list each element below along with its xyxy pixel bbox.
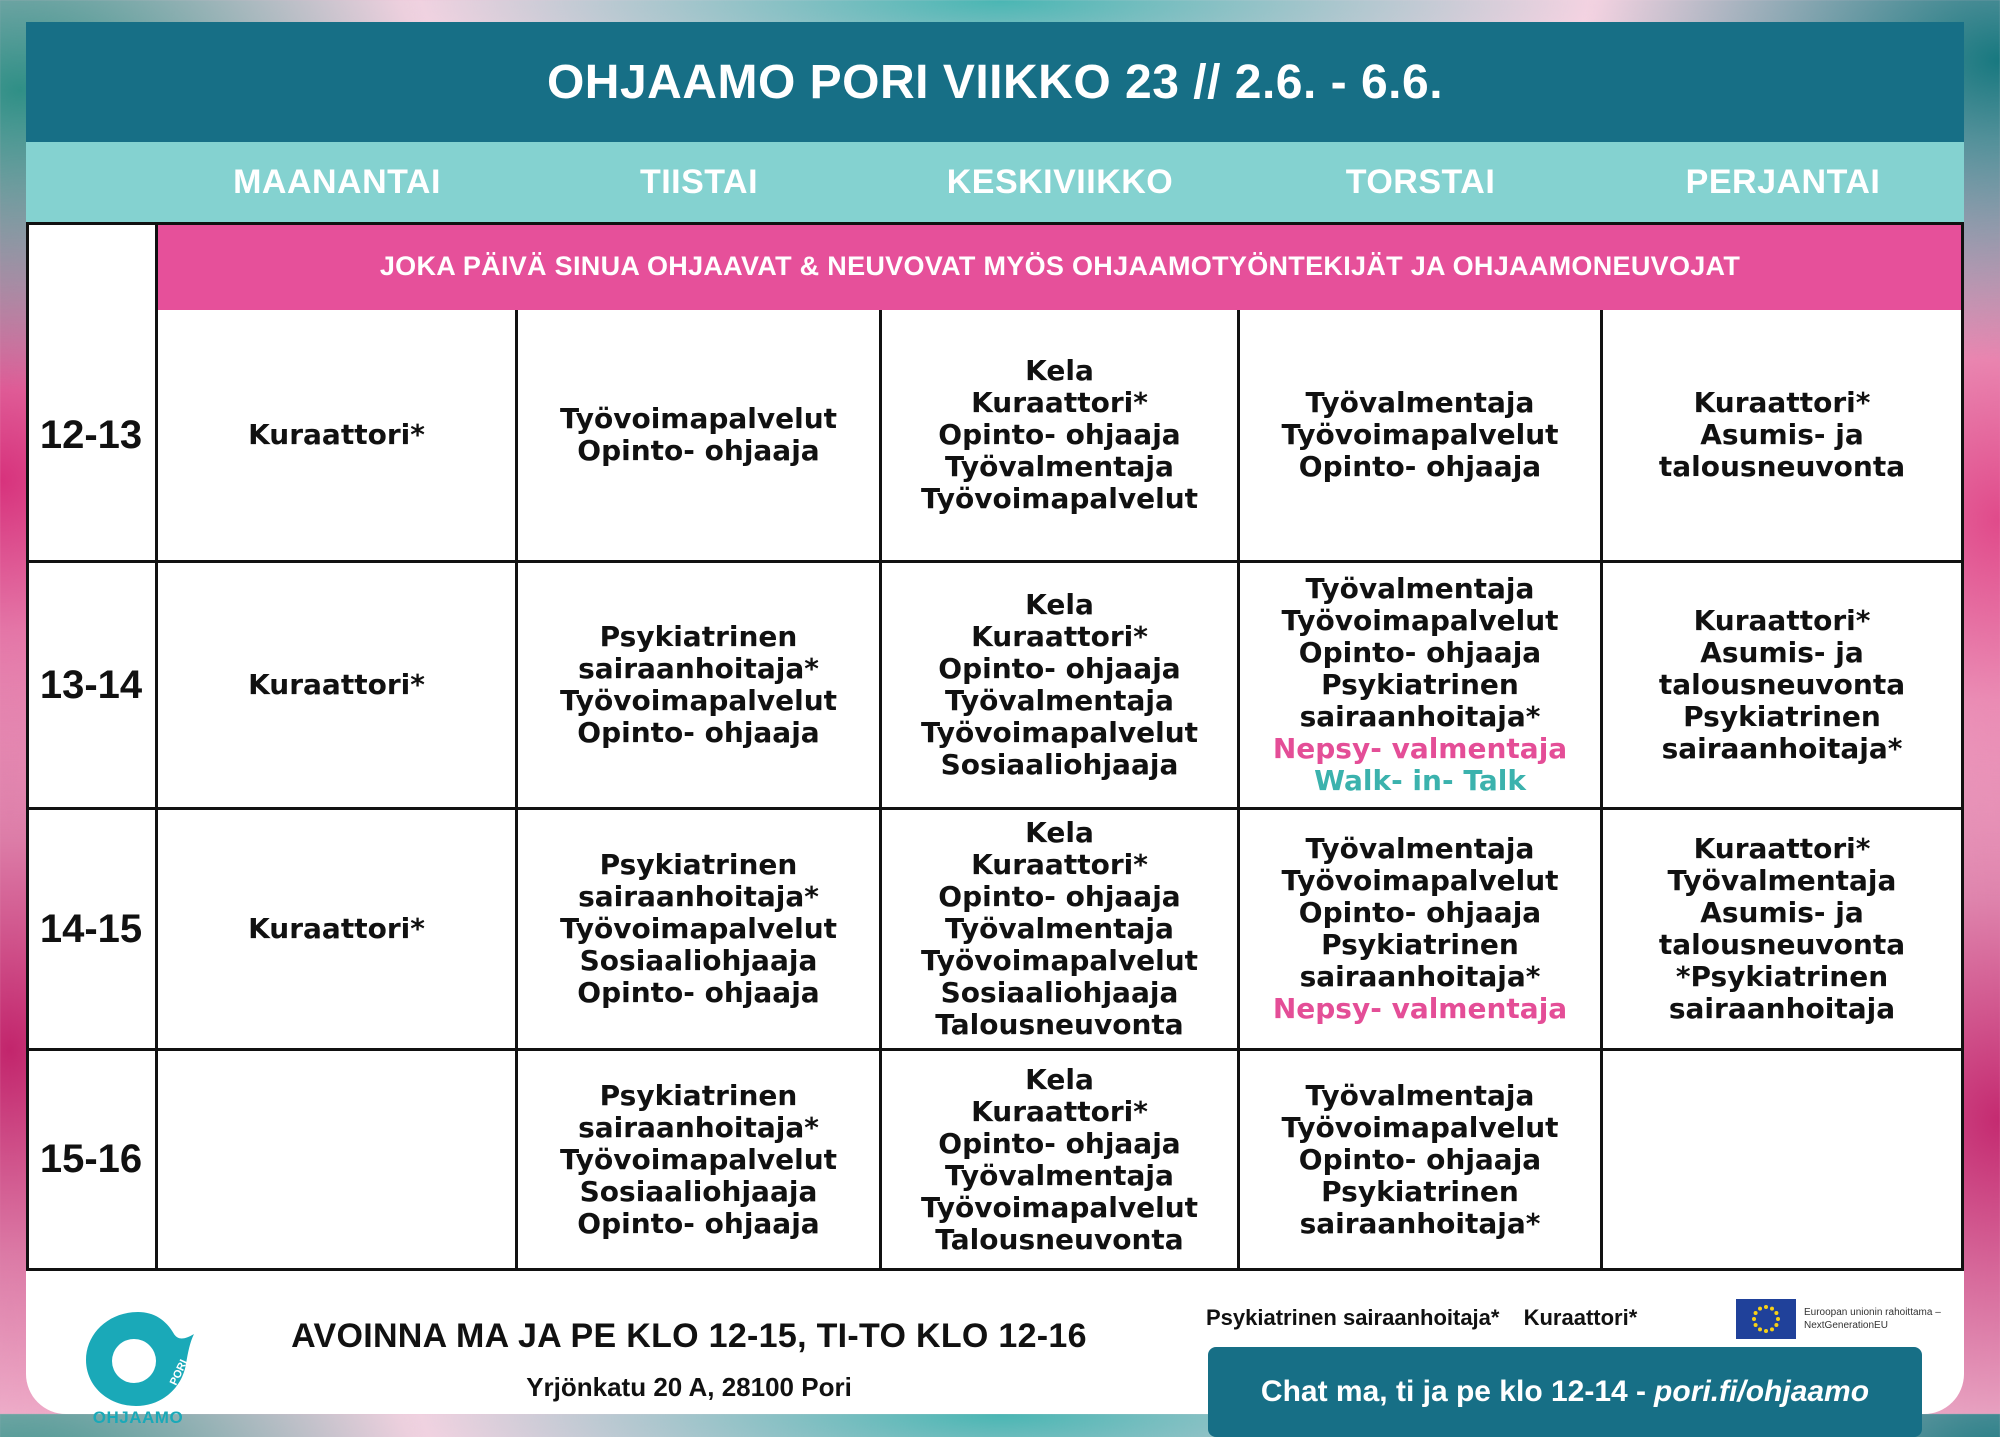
service-entry: Talousneuvonta <box>935 1222 1184 1256</box>
service-entry: Asumis- ja <box>1700 896 1864 929</box>
eu-flag-icon <box>1736 1299 1796 1339</box>
cell-friday-12-13 <box>1603 310 1961 560</box>
cell-monday-12-13 <box>158 310 515 560</box>
cell-tuesday-12-13 <box>518 310 879 560</box>
service-entry: Kuraattori* <box>971 386 1148 419</box>
service-entry: Psykiatrinen <box>1321 928 1519 961</box>
cell-monday-15-16 <box>158 1051 515 1268</box>
service-entry: Nepsy- valmentaja <box>1272 732 1568 765</box>
eu-text-2: NextGenerationEU <box>1804 1320 1888 1331</box>
service-entry: Opinto- ohjaaja <box>577 434 820 467</box>
service-entry: Kuraattori* <box>248 418 425 451</box>
service-entry: Walk- in- Talk <box>1314 764 1526 797</box>
day-friday: PERJANTAI <box>1685 162 1881 201</box>
service-entry: Työvoimapalvelut <box>1281 1110 1559 1144</box>
cell-friday-15-16 <box>1603 1051 1961 1268</box>
cell-monday-14-15 <box>158 810 515 1048</box>
chat-button[interactable] <box>1208 1347 1922 1437</box>
service-entry: Työvalmentaja <box>945 684 1174 717</box>
cell-tuesday-15-16 <box>518 1051 879 1268</box>
service-entry: Työvoimapalvelut <box>920 944 1199 977</box>
chat-link[interactable]: pori.fi/ohjaamo <box>1654 1375 1870 1408</box>
cell-thursday-14-15 <box>1240 810 1600 1048</box>
service-entry: Kuraattori* <box>248 668 425 701</box>
address: Yrjönkatu 20 A, 28100 Pori <box>526 1372 852 1402</box>
service-entry: talousneuvonta <box>1658 928 1906 961</box>
eu-funding <box>1736 1298 1976 1340</box>
service-entry: Kuraattori* <box>971 848 1148 881</box>
ohjaamo-logo <box>78 1304 198 1430</box>
logo-text: OHJAAMO <box>92 1408 184 1427</box>
cell-friday-13-14 <box>1603 563 1961 807</box>
service-entry: Kuraattori* <box>1693 386 1871 419</box>
service-entry: Työvoimapalvelut <box>920 1190 1199 1224</box>
service-entry: Opinto- ohjaaja <box>938 1126 1181 1160</box>
service-entry: *Psykiatrinen <box>1675 960 1889 993</box>
service-entry: Työvalmentaja <box>1305 1078 1535 1112</box>
ohjaamo-logo-icon <box>78 1304 198 1408</box>
service-entry: Psykiatrinen <box>1321 1174 1519 1208</box>
day-thursday: TORSTAI <box>1345 162 1496 201</box>
service-entry: Opinto- ohjaaja <box>577 976 820 1009</box>
service-entry: Talousneuvonta <box>935 1008 1184 1041</box>
cell-wednesday-15-16 <box>882 1051 1237 1268</box>
service-entry: Opinto- ohjaaja <box>1298 636 1542 669</box>
page-title: OHJAAMO PORI VIIKKO 23 // 2.6. - 6.6. <box>26 22 1964 142</box>
service-entry: Työvoimapalvelut <box>1281 418 1559 451</box>
eu-text-1: Euroopan unionin rahoittama – <box>1804 1307 1941 1318</box>
schedule-card <box>26 22 1964 1427</box>
service-entry: Opinto- ohjaaja <box>1298 1142 1542 1176</box>
time-14-15: 14-15 <box>39 906 143 951</box>
service-entry: Opinto- ohjaaja <box>577 716 820 749</box>
cell-thursday-15-16 <box>1240 1051 1600 1268</box>
service-entry: Opinto- ohjaaja <box>938 418 1181 451</box>
service-entry: Psykiatrinen <box>599 848 798 881</box>
opening-hours: AVOINNA MA JA PE KLO 12-15, TI-TO KLO 12-16 <box>291 1317 1087 1355</box>
time-15-16: 15-16 <box>39 1137 143 1181</box>
day-monday: MAANANTAI <box>233 162 441 201</box>
service-entry: Asumis- ja <box>1700 418 1864 451</box>
service-entry: Nepsy- valmentaja <box>1272 992 1568 1025</box>
legend-psykiatrinen: Psykiatrinen sairaanhoitaja* <box>1206 1305 1500 1330</box>
service-entry: Kuraattori* <box>1693 832 1871 865</box>
service-entry: Kela <box>1025 816 1094 849</box>
service-entry: Työvoimapalvelut <box>1281 864 1559 897</box>
service-entry: talousneuvonta <box>1658 668 1906 701</box>
cell-thursday-13-14 <box>1240 563 1600 807</box>
logo-sub: PORI <box>167 1357 191 1388</box>
service-entry: Kela <box>1025 354 1094 387</box>
service-entry: Kuraattori* <box>1693 604 1871 637</box>
cell-monday-13-14 <box>158 563 515 807</box>
time-13-14: 13-14 <box>39 662 143 707</box>
service-entry: Työvalmentaja <box>1305 572 1535 605</box>
time-12-13: 12-13 <box>39 412 143 457</box>
service-entry: sairaanhoitaja* <box>578 1110 819 1144</box>
service-entry: Kuraattori* <box>971 620 1148 653</box>
chat-text: Chat ma, ti ja pe klo 12-14 - <box>1260 1375 1647 1408</box>
legend <box>1206 1305 1655 1331</box>
service-entry: Kela <box>1025 588 1094 621</box>
service-entry: Kuraattori* <box>971 1094 1148 1128</box>
service-entry: Opinto- ohjaaja <box>577 1206 820 1240</box>
service-entry: Työvoimapalvelut <box>559 402 838 435</box>
day-wednesday: KESKIVIIKKO <box>946 162 1174 201</box>
service-entry: Työvalmentaja <box>1667 864 1897 897</box>
service-entry: Työvoimapalvelut <box>920 482 1199 515</box>
cell-wednesday-13-14 <box>882 563 1237 807</box>
service-entry: Työvoimapalvelut <box>559 912 838 945</box>
service-entry: Työvoimapalvelut <box>559 684 838 717</box>
service-entry: Kela <box>1025 1062 1094 1096</box>
service-entry: sairaanhoitaja <box>1668 992 1896 1025</box>
service-entry: Sosiaaliohjaaja <box>579 944 818 977</box>
service-entry: sairaanhoitaja* <box>1299 1206 1541 1240</box>
daily-banner: JOKA PÄIVÄ SINUA OHJAAVAT & NEUVOVAT MYÖS OHJAAMOTYÖNTEKIJÄT JA OHJAAMONEUVOJAT <box>157 223 1963 310</box>
service-entry: Työvoimapalvelut <box>1281 604 1559 637</box>
cell-thursday-12-13 <box>1240 310 1600 560</box>
service-entry: sairaanhoitaja* <box>1661 732 1903 765</box>
service-entry: Psykiatrinen <box>599 620 798 653</box>
service-entry: Sosiaaliohjaaja <box>940 976 1179 1009</box>
cell-wednesday-12-13 <box>882 310 1237 560</box>
days-header <box>26 142 1964 222</box>
service-entry: sairaanhoitaja* <box>578 652 819 685</box>
service-entry: sairaanhoitaja* <box>578 880 819 913</box>
service-entry: sairaanhoitaja* <box>1299 700 1541 733</box>
service-entry: Opinto- ohjaaja <box>938 652 1181 685</box>
service-entry: Opinto- ohjaaja <box>1298 896 1542 929</box>
service-entry: Psykiatrinen <box>1321 668 1519 701</box>
service-entry: Työvalmentaja <box>1305 832 1535 865</box>
service-entry: talousneuvonta <box>1658 450 1906 483</box>
cell-tuesday-13-14 <box>518 563 879 807</box>
cell-tuesday-14-15 <box>518 810 879 1048</box>
service-entry: Työvalmentaja <box>945 450 1174 483</box>
service-entry: Työvalmentaja <box>1305 386 1535 419</box>
service-entry: Opinto- ohjaaja <box>938 880 1181 913</box>
cell-friday-14-15 <box>1603 810 1961 1048</box>
service-entry: Kuraattori* <box>248 912 425 945</box>
service-entry: sairaanhoitaja* <box>1299 960 1541 993</box>
service-entry: Opinto- ohjaaja <box>1298 450 1542 483</box>
cell-wednesday-14-15 <box>882 810 1237 1048</box>
service-entry: Asumis- ja <box>1700 636 1864 669</box>
service-entry: Psykiatrinen <box>599 1078 798 1112</box>
service-entry: Psykiatrinen <box>1683 700 1881 733</box>
service-entry: Työvoimapalvelut <box>920 716 1199 749</box>
legend-kuraattori: Kuraattori* <box>1523 1305 1638 1330</box>
service-entry: Sosiaaliohjaaja <box>940 748 1179 781</box>
service-entry: Työvalmentaja <box>945 912 1174 945</box>
service-entry: Sosiaaliohjaaja <box>579 1174 818 1208</box>
service-entry: Työvalmentaja <box>945 1158 1174 1192</box>
day-tuesday: TIISTAI <box>639 162 759 201</box>
service-entry: Työvoimapalvelut <box>559 1142 838 1176</box>
